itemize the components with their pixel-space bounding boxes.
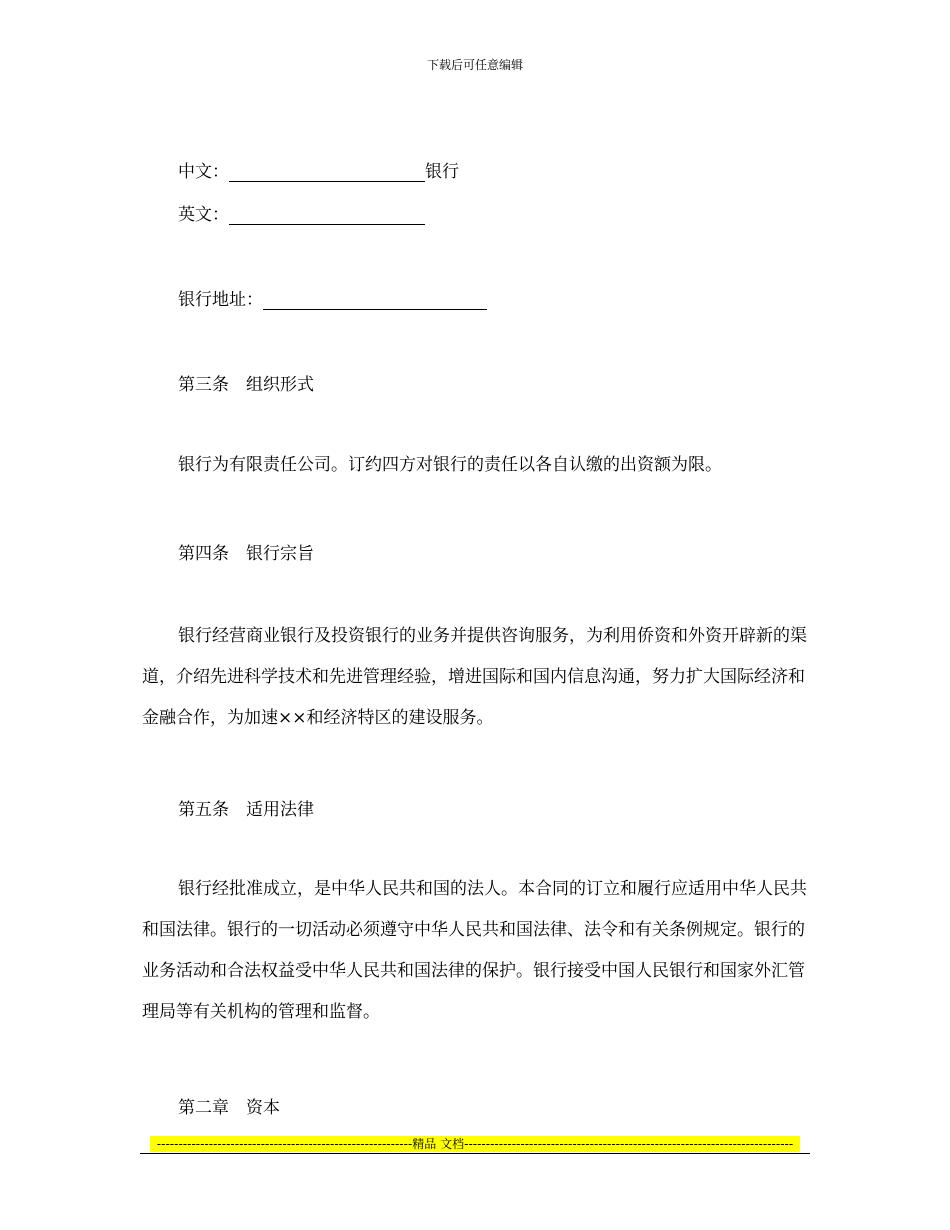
english-name-field: [178, 200, 425, 225]
chinese-name-label: 中文：: [178, 162, 229, 182]
footer-left-dashes: -----------------------------------------------------------: [156, 1137, 413, 1151]
article-4-heading: 第四条 银行宗旨: [178, 544, 314, 564]
footer-band: [150, 1136, 800, 1152]
article-4-body: 银行经营商业银行及投资银行的业务并提供咨询服务，为利用侨资和外资开辟新的渠道，介绍先进科学技术和先进管理经验，增进国际和国内信息沟通，努力扩大国际经济和金融合作，为加速××和经济特区的建设服务。: [142, 626, 807, 728]
english-name-blank[interactable]: [229, 206, 425, 225]
bank-address-label: 银行地址：: [178, 290, 263, 310]
chinese-name-suffix: 银行: [425, 162, 459, 182]
bank-address-field: [178, 285, 487, 310]
article-5-heading: 第五条 适用法律: [178, 800, 314, 820]
bank-address-blank[interactable]: [263, 291, 487, 310]
page-header-note: 下载后可任意编辑: [426, 58, 523, 72]
footer-rule: [140, 1153, 810, 1154]
article-3-heading: 第三条 组织形式: [178, 375, 314, 395]
chapter-2-heading: 第二章 资本: [178, 1098, 280, 1118]
chinese-name-blank[interactable]: [229, 163, 425, 182]
footer-right-dashes: ----------------------------------------------------------------------------: [464, 1137, 794, 1151]
article-5-body: 银行经批准成立，是中华人民共和国的法人。本合同的订立和履行应适用中华人民共和国法律。银行的一切活动必须遵守中华人民共和国法律、法令和有关条例规定。银行的业务活动和合法权益受中华人民共和国法律的保护。银行接受中国人民银行和国家外汇管理局等有关机构的管理和监督。: [142, 879, 807, 1022]
english-name-label: 英文：: [178, 205, 229, 225]
footer-label: 精品 文档: [412, 1137, 465, 1151]
chinese-name-field: [178, 157, 459, 182]
article-3-body: 银行为有限责任公司。订约四方对银行的责任以各自认缴的出资额为限。: [178, 455, 722, 475]
